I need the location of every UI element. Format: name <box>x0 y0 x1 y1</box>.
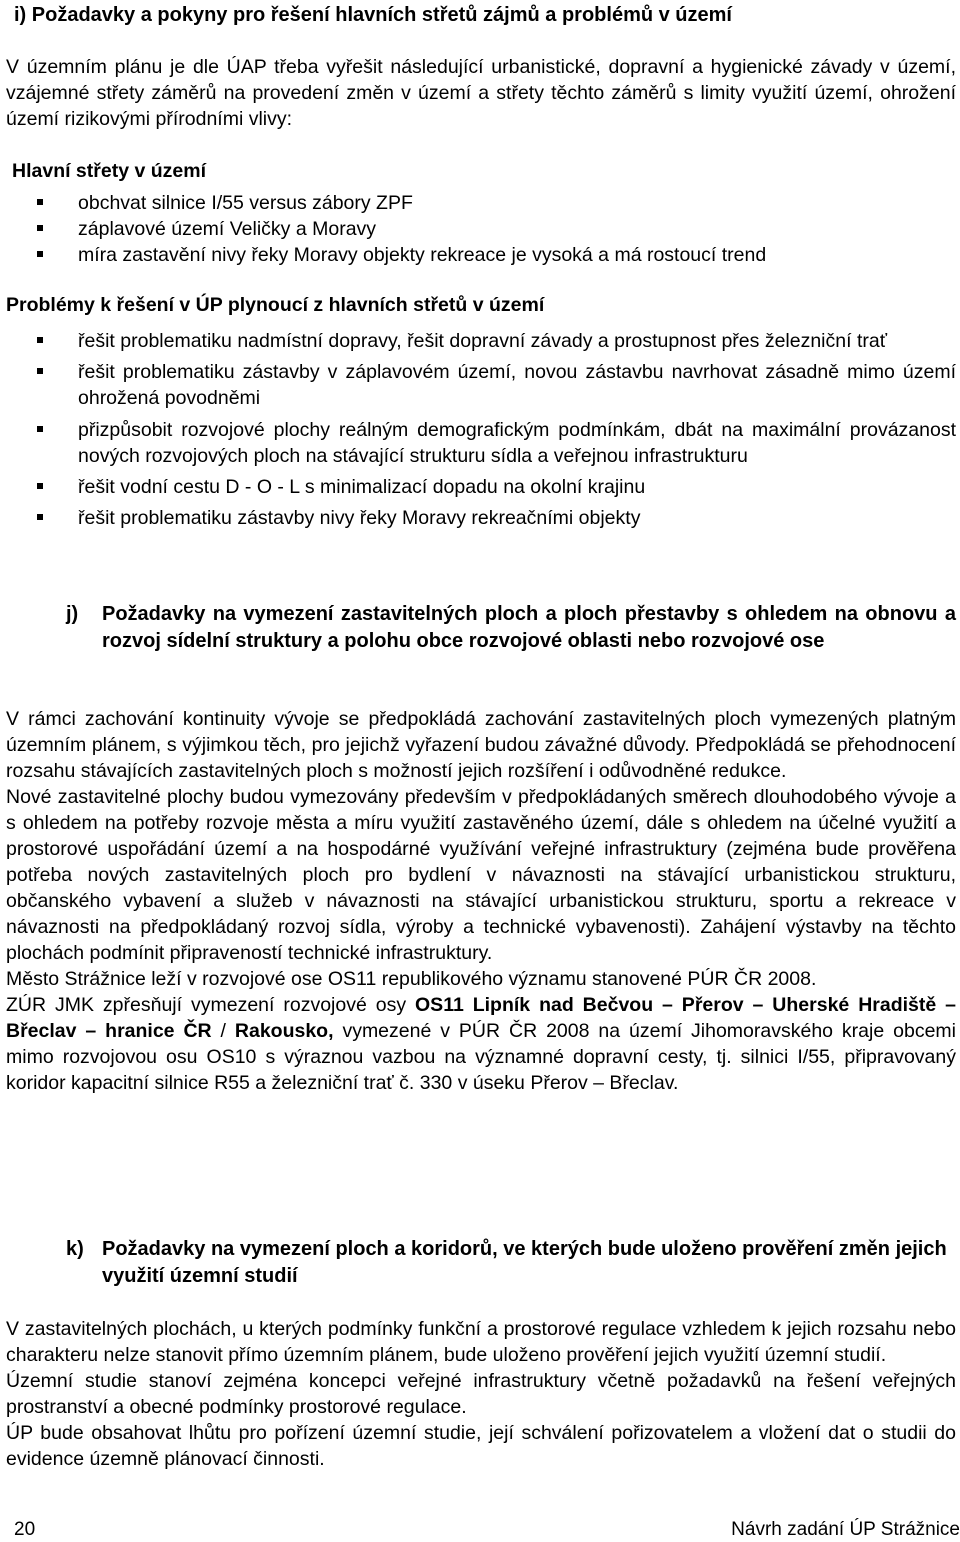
page-number: 20 <box>14 1519 36 1540</box>
section-k-body <box>6 1316 956 1472</box>
conflicts-subheading: Hlavní střety v území <box>12 160 206 182</box>
axis-name-end: Rakousko, <box>234 1020 334 1042</box>
list-item: řešit problematiku zástavby v záplavovém území, novou zástavbu navrhovat zásadně mimo území ohrožená povodněmi <box>6 359 956 411</box>
list-item: řešit problematiku nadmístní dopravy, řešit dopravní závady a prostupnost přes železniční trať <box>6 328 956 354</box>
problems-subheading: Problémy k řešení v ÚP plynoucí z hlavních střetů v území <box>6 294 545 316</box>
section-j-heading <box>66 601 956 654</box>
section-j-paragraph-1: V rámci zachování kontinuity vývoje se předpokládá zachování zastavitelných ploch vymezených platným územním plánem, s výjimkou těch, pro jejichž vyřazení budou závažné důvody. Předpokládá se přehodnocení rozsahu stávajících zastavitelných ploch s možností jejich rozšíření i odůvodněné redukce. <box>6 708 956 782</box>
section-k-letter: k) <box>66 1238 84 1260</box>
section-k-heading <box>66 1236 956 1289</box>
section-k-paragraph-3: ÚP bude obsahovat lhůtu pro pořízení územní studie, její schválení pořizovatelem a vložení dat o studii do evidence územně plánovací činnosti. <box>6 1422 956 1470</box>
conflicts-list <box>6 190 956 268</box>
bullet-icon <box>37 225 43 231</box>
list-item: míra zastavění nivy řeky Moravy objekty rekreace je vysoká a má rostoucí trend <box>6 242 956 268</box>
section-j-body <box>6 706 956 1096</box>
section-i-heading: i) Požadavky a pokyny pro řešení hlavních střetů zájmů a problémů v území <box>14 4 732 26</box>
section-k-title: Požadavky na vymezení ploch a koridorů, ve kterých bude uloženo prověření změn jejich využití územní studií <box>102 1238 947 1287</box>
section-k-paragraph-2: Územní studie stanoví zejména koncepci veřejné infrastruktury včetně požadavků na řešení veřejných prostranství a obecné podmínky prostorové regulace. <box>6 1370 956 1418</box>
section-j-paragraph-3: Město Strážnice leží v rozvojové ose OS11 republikového významu stanovené PÚR ČR 2008. <box>6 968 817 990</box>
section-j-title: Požadavky na vymezení zastavitelných ploch a ploch přestavby s ohledem na obnovu a rozvoj sídelní struktury a polohu obce rozvojové oblasti nebo rozvojové ose <box>102 603 956 652</box>
section-j-paragraph-2: Nové zastavitelné plochy budou vymezovány především v předpokládaných směrech dlouhodobého vývoje a s ohledem na potřeby rozvoje města a míru využití zastavěného území, dále s ohledem na účelné využití a prostorové uspořádání území a na hospodárné využívání veřejné infrastruktury (zejména bude prověřena potřeba nových zastavitelných ploch pro bydlení v návaznosti na stávající urbanistickou strukturu, občanského vybavení a služeb v návaznosti na stávající urbanistickou strukturu, sportu a rekreace v návaznosti na předpokládaný rozvoj sídla, výroby a technické vybavenosti). Zahájení výstavby na těchto plochách podmínit připraveností technické infrastruktury. <box>6 786 956 964</box>
section-k-paragraph-1: V zastavitelných plochách, u kterých podmínky funkční a prostorové regulace vzhledem k jejich rozsahu nebo charakteru nelze stanovit přímo územním plánem, bude uloženo prověření jejich využití územní studií. <box>6 1318 956 1366</box>
section-i-intro: V územním plánu je dle ÚAP třeba vyřešit následující urbanistické, dopravní a hygienické závady v území, vzájemné střety záměrů na provedení změn v území a střety těchto záměrů s limity využití území, ohrožení území rizikovými přírodními vlivy: <box>6 56 956 130</box>
section-j-letter: j) <box>66 603 79 625</box>
bullet-icon <box>37 426 43 432</box>
list-item: záplavové území Veličky a Moravy <box>6 216 956 242</box>
bullet-icon <box>37 251 43 257</box>
bullet-icon <box>37 483 43 489</box>
bullet-icon <box>37 514 43 520</box>
problems-list <box>6 328 956 536</box>
list-item: přizpůsobit rozvojové plochy reálným demografickým podmínkám, dbát na maximální provázanost nových rozvojových ploch na stávající strukturu sídla a veřejnou infrastrukturu <box>6 417 956 469</box>
bullet-icon <box>37 199 43 205</box>
list-item: řešit problematiku zástavby nivy řeky Moravy rekreačními objekty <box>6 505 956 531</box>
bullet-icon <box>37 337 43 343</box>
bullet-icon <box>37 368 43 374</box>
list-item: obchvat silnice I/55 versus zábory ZPF <box>6 190 956 216</box>
section-j-paragraph-4: ZÚR JMK zpřesňují vymezení rozvojové osy OS11 Lipník nad Bečvou – Přerov – Uherské Hradiště – Břeclav – hranice ČR / Rakousko, vymezené v PÚR ČR 2008 na území Jihomoravského kraje obcemi mimo rozvojovou osu OS10 s výraznou vazbou na významné dopravní cesty, tj. silnici I/55, připravovaný koridor kapacitní silnice R55 a železniční trať č. 330 v úseku Přerov – Břeclav. <box>6 994 956 1094</box>
axis-name: OS11 Lipník nad Bečvou – Přerov – Uherské Hradiště – Břeclav – hranice ČR <box>6 994 956 1042</box>
list-item: řešit vodní cestu D - O - L s minimalizací dopadu na okolní krajinu <box>6 474 956 500</box>
document-title: Návrh zadání ÚP Strážnice <box>731 1519 960 1540</box>
